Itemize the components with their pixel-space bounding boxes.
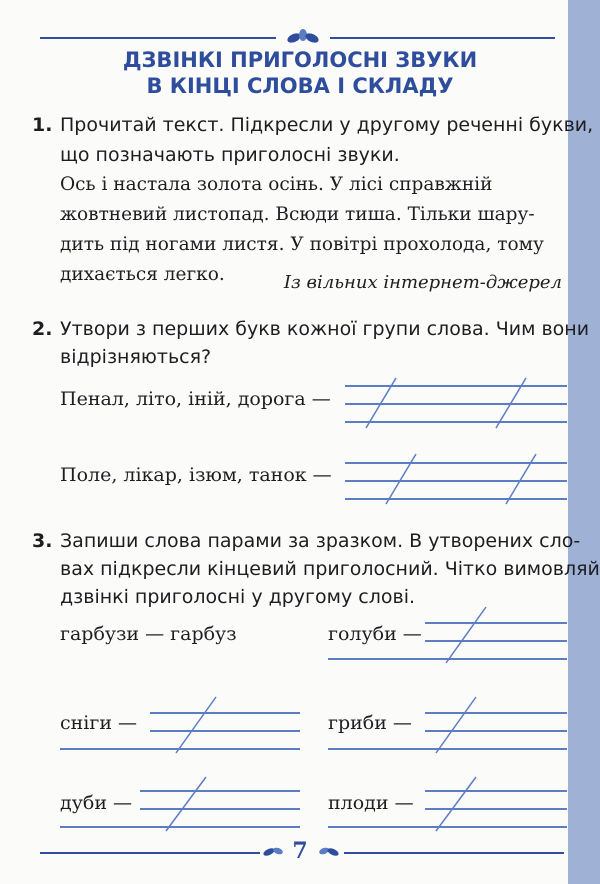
word-plody: плоди — <box>328 792 414 814</box>
task-2-number: 2. <box>32 318 53 340</box>
slant-guide-line <box>430 775 480 833</box>
passage-line-4: дихається легко. <box>60 264 225 285</box>
slant-guide-line <box>360 376 400 430</box>
task-3-number: 3. <box>32 530 53 552</box>
slant-guide-line <box>430 695 480 755</box>
header-rule-left <box>40 37 276 39</box>
page-title-line-2: В КІНЦІ СЛОВА І СКЛАДУ <box>146 74 454 98</box>
slant-guide-line <box>160 775 210 833</box>
word-snihy: сніги — <box>60 712 138 734</box>
footer-rule-right <box>344 852 564 854</box>
header-rule-right <box>330 37 555 39</box>
task-3-instruction-line-1: Запиши слова парами за зразком. В утворених сло- <box>60 530 581 552</box>
page-title-line-1: ДЗВІНКІ ПРИГОЛОСНІ ЗВУКИ <box>122 48 478 72</box>
task-2-instruction-line-1: Утвори з перших букв кожної групи слова. Чим вони <box>60 318 590 340</box>
task-1-instruction-line-2: що позначають приголосні звуки. <box>60 144 400 166</box>
task-3-instruction-line-2: вах підкресли кінцевий приголосний. Чітко вимовляй <box>60 558 600 580</box>
leaf-ornament-icon <box>318 843 340 859</box>
word-golubi: голуби — <box>328 623 422 645</box>
passage-source: Із вільних інтернет-джерел <box>283 272 562 293</box>
passage-line-3: дить під ногами листя. У повітрі прохолода, тому <box>60 234 544 255</box>
task-1-instruction-line-1: Прочитай текст. Підкресли у другому реченні букви, <box>60 114 594 136</box>
page-number: 7 <box>292 838 308 864</box>
slant-guide-line <box>440 605 490 665</box>
task-1-number: 1. <box>32 114 53 136</box>
task-3-instruction-line-3: дзвінкі приголосні у другому слові. <box>60 586 416 608</box>
passage-line-2: жовтневий листопад. Всюди тиша. Тільки шару- <box>60 204 535 225</box>
task-2-instruction-line-2: відрізняються? <box>60 346 212 368</box>
task-2-group-1: Пенал, літо, іній, дорога — <box>60 388 331 410</box>
footer-rule-left <box>40 852 260 854</box>
slant-guide-line <box>500 452 540 506</box>
slant-guide-line <box>490 376 530 430</box>
word-duby: дуби — <box>60 792 133 814</box>
leaf-ornament-icon <box>262 843 284 859</box>
leaf-ornament-icon <box>283 27 323 47</box>
example-pair: гарбузи — гарбуз <box>60 623 237 645</box>
word-hryby: гриби — <box>328 712 412 734</box>
slant-guide-line <box>170 695 220 755</box>
slant-guide-line <box>380 452 420 506</box>
task-2-group-2: Поле, лікар, ізюм, танок — <box>60 464 332 486</box>
passage-line-1: Ось і настала золота осінь. У лісі справжній <box>60 174 493 195</box>
